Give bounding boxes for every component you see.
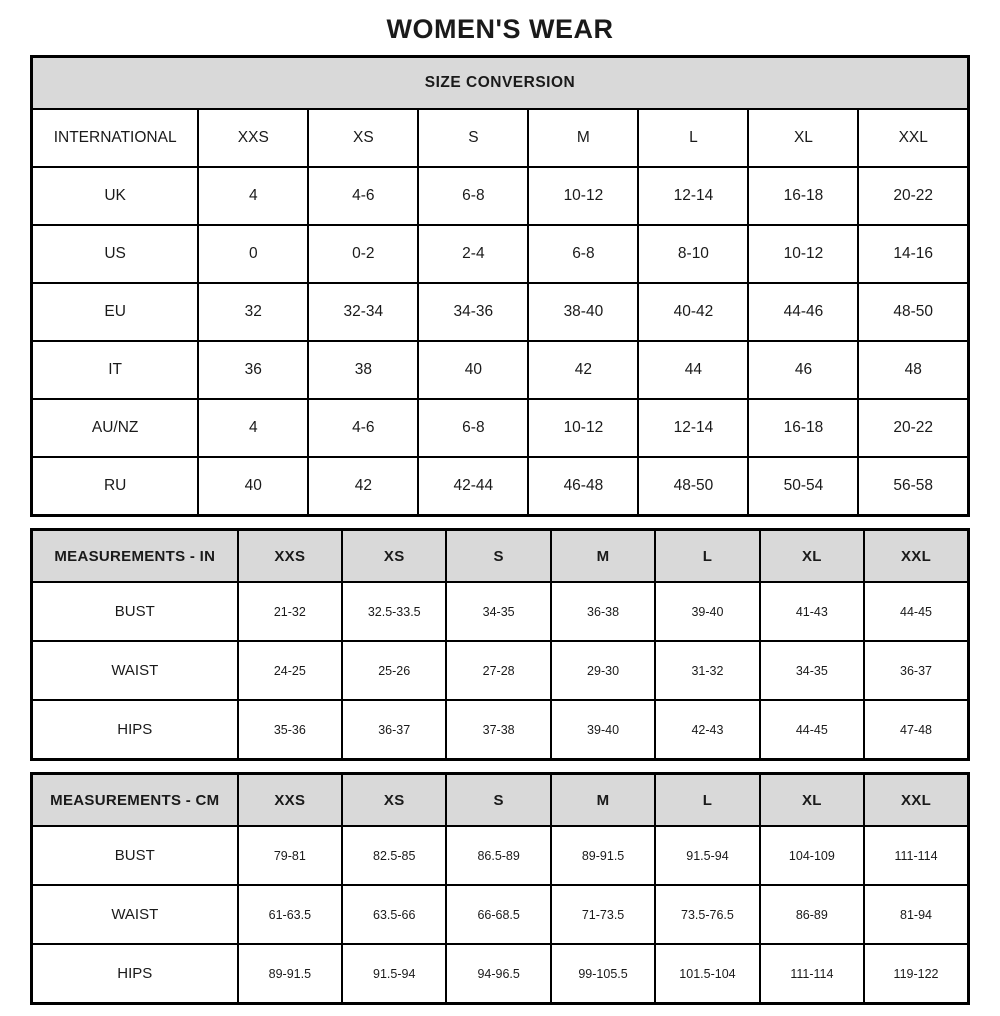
value-cell: 50-54: [748, 457, 858, 516]
value-cell: 39-40: [655, 582, 759, 641]
value-cell: 94-96.5: [446, 944, 550, 1004]
value-cell: 10-12: [528, 399, 638, 457]
value-cell: 16-18: [748, 399, 858, 457]
measurements-in-table: [30, 528, 970, 761]
value-cell: 14-16: [858, 225, 968, 283]
value-cell: 46-48: [528, 457, 638, 516]
value-cell: 82.5-85: [342, 826, 446, 885]
column-header: XS: [342, 774, 446, 827]
value-cell: 27-28: [446, 641, 550, 700]
value-cell: 63.5-66: [342, 885, 446, 944]
row-label: HIPS: [32, 944, 238, 1004]
value-cell: 44-45: [864, 582, 968, 641]
value-cell: 36-37: [864, 641, 968, 700]
column-header: XXL: [864, 530, 968, 583]
row-label: IT: [32, 341, 199, 399]
value-cell: 6-8: [418, 167, 528, 225]
row-label: BUST: [32, 826, 238, 885]
value-cell: 12-14: [638, 399, 748, 457]
column-header: L: [655, 530, 759, 583]
value-cell: 4: [198, 167, 308, 225]
column-header: M: [551, 774, 655, 827]
value-cell: 10-12: [748, 225, 858, 283]
value-cell: 42-43: [655, 700, 759, 760]
value-cell: 2-4: [418, 225, 528, 283]
value-cell: 104-109: [760, 826, 864, 885]
table-row: [32, 944, 969, 1004]
table-row: [32, 885, 969, 944]
value-cell: 6-8: [418, 399, 528, 457]
value-cell: 40-42: [638, 283, 748, 341]
size-chart-page: [0, 14, 1000, 1005]
column-header: XL: [760, 774, 864, 827]
value-cell: 39-40: [551, 700, 655, 760]
value-cell: 61-63.5: [238, 885, 342, 944]
value-cell: 42: [308, 457, 418, 516]
value-cell: 48-50: [638, 457, 748, 516]
row-label: AU/NZ: [32, 399, 199, 457]
table-row: [32, 341, 969, 399]
value-cell: 73.5-76.5: [655, 885, 759, 944]
row-label: RU: [32, 457, 199, 516]
column-header: S: [446, 774, 550, 827]
value-cell: 40: [418, 341, 528, 399]
table-row: [32, 457, 969, 516]
value-cell: 0-2: [308, 225, 418, 283]
row-label: BUST: [32, 582, 238, 641]
row-label: WAIST: [32, 885, 238, 944]
column-header-row: [32, 774, 969, 827]
value-cell: 4: [198, 399, 308, 457]
value-cell: 99-105.5: [551, 944, 655, 1004]
column-header-row: [32, 109, 969, 167]
row-header-label: MEASUREMENTS - CM: [32, 774, 238, 827]
column-header: XL: [760, 530, 864, 583]
row-label: EU: [32, 283, 199, 341]
row-label: HIPS: [32, 700, 238, 760]
value-cell: 37-38: [446, 700, 550, 760]
value-cell: 111-114: [760, 944, 864, 1004]
value-cell: 86.5-89: [446, 826, 550, 885]
value-cell: 111-114: [864, 826, 968, 885]
value-cell: 86-89: [760, 885, 864, 944]
value-cell: 38: [308, 341, 418, 399]
value-cell: 44-46: [748, 283, 858, 341]
column-header: XL: [748, 109, 858, 167]
table-row: [32, 641, 969, 700]
column-header: S: [418, 109, 528, 167]
value-cell: 35-36: [238, 700, 342, 760]
value-cell: 0: [198, 225, 308, 283]
value-cell: 91.5-94: [655, 826, 759, 885]
value-cell: 48-50: [858, 283, 968, 341]
table-row: [32, 700, 969, 760]
table-row: [32, 582, 969, 641]
value-cell: 31-32: [655, 641, 759, 700]
value-cell: 25-26: [342, 641, 446, 700]
value-cell: 10-12: [528, 167, 638, 225]
value-cell: 79-81: [238, 826, 342, 885]
value-cell: 32-34: [308, 283, 418, 341]
column-header: XXL: [858, 109, 968, 167]
table-banner-row: [32, 57, 969, 110]
value-cell: 36-37: [342, 700, 446, 760]
value-cell: 32: [198, 283, 308, 341]
value-cell: 12-14: [638, 167, 748, 225]
value-cell: 66-68.5: [446, 885, 550, 944]
row-header-label: MEASUREMENTS - IN: [32, 530, 238, 583]
value-cell: 4-6: [308, 399, 418, 457]
value-cell: 91.5-94: [342, 944, 446, 1004]
measurements-cm-table: [30, 772, 970, 1005]
value-cell: 34-35: [446, 582, 550, 641]
column-header: XXS: [198, 109, 308, 167]
value-cell: 46: [748, 341, 858, 399]
value-cell: 89-91.5: [238, 944, 342, 1004]
column-header: L: [638, 109, 748, 167]
value-cell: 34-36: [418, 283, 528, 341]
value-cell: 56-58: [858, 457, 968, 516]
column-header: M: [528, 109, 638, 167]
column-header: S: [446, 530, 550, 583]
row-label: US: [32, 225, 199, 283]
value-cell: 8-10: [638, 225, 748, 283]
value-cell: 38-40: [528, 283, 638, 341]
value-cell: 21-32: [238, 582, 342, 641]
value-cell: 24-25: [238, 641, 342, 700]
value-cell: 40: [198, 457, 308, 516]
value-cell: 47-48: [864, 700, 968, 760]
table-banner: SIZE CONVERSION: [32, 57, 969, 110]
value-cell: 29-30: [551, 641, 655, 700]
column-header: XXS: [238, 774, 342, 827]
table-row: [32, 826, 969, 885]
column-header: XS: [342, 530, 446, 583]
size-conversion-table: [30, 55, 970, 517]
table-row: [32, 167, 969, 225]
value-cell: 71-73.5: [551, 885, 655, 944]
value-cell: 44-45: [760, 700, 864, 760]
page-title: WOMEN'S WEAR: [386, 14, 614, 44]
column-header-row: [32, 530, 969, 583]
table-row: [32, 283, 969, 341]
table-row: [32, 399, 969, 457]
value-cell: 42-44: [418, 457, 528, 516]
column-header: M: [551, 530, 655, 583]
value-cell: 32.5-33.5: [342, 582, 446, 641]
table-row: [32, 225, 969, 283]
value-cell: 119-122: [864, 944, 968, 1004]
value-cell: 42: [528, 341, 638, 399]
column-header: XS: [308, 109, 418, 167]
value-cell: 20-22: [858, 167, 968, 225]
row-label: UK: [32, 167, 199, 225]
value-cell: 44: [638, 341, 748, 399]
value-cell: 34-35: [760, 641, 864, 700]
value-cell: 89-91.5: [551, 826, 655, 885]
value-cell: 81-94: [864, 885, 968, 944]
value-cell: 101.5-104: [655, 944, 759, 1004]
value-cell: 4-6: [308, 167, 418, 225]
value-cell: 16-18: [748, 167, 858, 225]
column-header: XXS: [238, 530, 342, 583]
column-header: L: [655, 774, 759, 827]
value-cell: 20-22: [858, 399, 968, 457]
value-cell: 6-8: [528, 225, 638, 283]
value-cell: 36: [198, 341, 308, 399]
value-cell: 41-43: [760, 582, 864, 641]
row-header-label: INTERNATIONAL: [32, 109, 199, 167]
column-header: XXL: [864, 774, 968, 827]
value-cell: 48: [858, 341, 968, 399]
value-cell: 36-38: [551, 582, 655, 641]
row-label: WAIST: [32, 641, 238, 700]
